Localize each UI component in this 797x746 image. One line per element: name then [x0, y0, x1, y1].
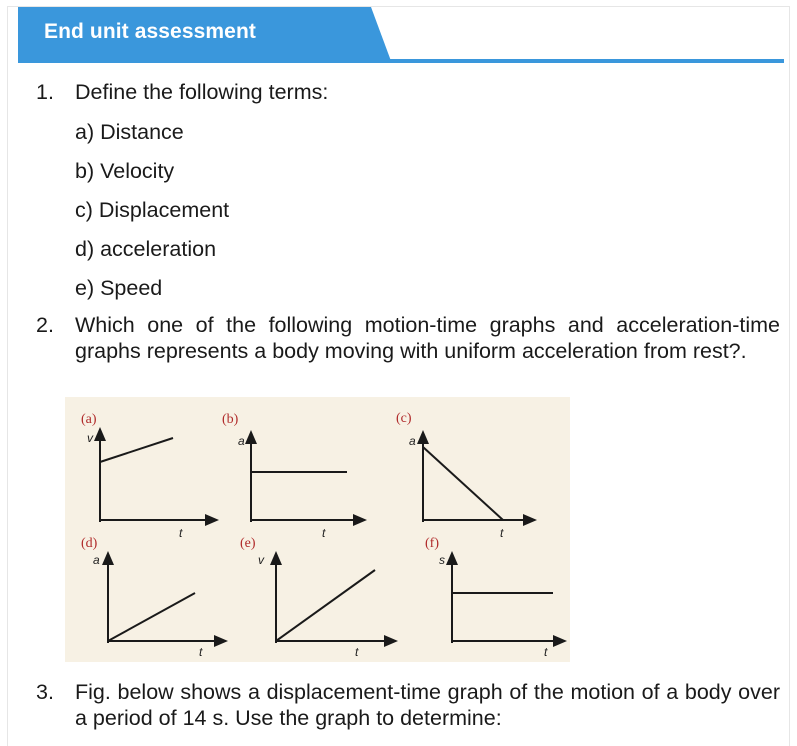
graph-label-e: (e) [240, 536, 256, 551]
graph-label-c: (c) [396, 411, 412, 426]
question-text: Fig. below shows a displacement-time graph of the motion of a body over a period of 14 s. Use the graph to determine: [75, 680, 780, 730]
motion-graphs-figure [65, 397, 570, 662]
question-text: Define the following terms: [75, 80, 329, 104]
question-number: 3. [36, 680, 54, 704]
graph-e [276, 557, 392, 643]
graph-d [108, 557, 222, 643]
graph-f [452, 557, 561, 643]
axis-label-x: t [322, 526, 326, 540]
axis-label-y: a [409, 434, 416, 448]
graph-label-f: (f) [425, 536, 439, 551]
graph-label-a: (a) [81, 412, 97, 427]
term-item: c) Displacement [75, 198, 230, 222]
section-header [18, 7, 784, 63]
axis-label-y: a [93, 553, 100, 567]
graph-c [423, 436, 531, 522]
axis-label-x: t [500, 526, 504, 540]
axis-label-x: t [355, 645, 359, 659]
axis-label-y: v [87, 431, 93, 445]
graph-b [251, 436, 361, 522]
axis-label-y: a [238, 434, 245, 448]
graphs-svg [65, 397, 570, 662]
graph-a [100, 433, 213, 522]
term-item: a) Distance [75, 120, 184, 144]
term-item: d) acceleration [75, 237, 217, 261]
graph-label-d: (d) [81, 536, 98, 551]
axis-label-x: t [199, 645, 203, 659]
term-item: b) Velocity [75, 159, 175, 183]
section-title: End unit assessment [44, 20, 256, 43]
question-number: 2. [36, 313, 54, 337]
graph-label-b: (b) [222, 412, 239, 427]
question-text: Which one of the following motion-time graphs and acceleration-time graphs represents a body moving with uniform acceleration from rest?. [75, 313, 780, 363]
term-item: e) Speed [75, 276, 163, 300]
axis-label-y: s [439, 553, 445, 567]
axis-label-x: t [179, 526, 183, 540]
question-number: 1. [36, 80, 54, 104]
axis-label-y: v [258, 553, 264, 567]
axis-label-x: t [544, 645, 548, 659]
